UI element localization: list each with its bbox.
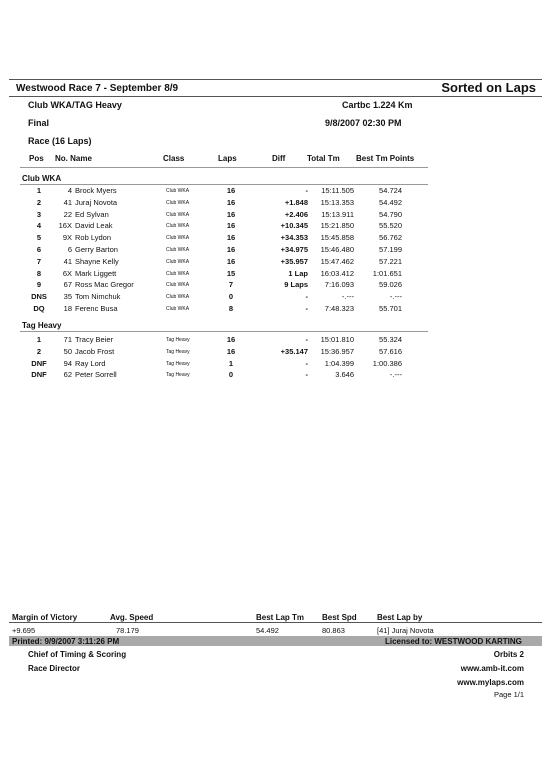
col-pos: Pos [29,154,44,163]
cell-best: 1:01.651 [372,268,402,278]
cell-no: 41 [63,256,72,266]
cell-pos: 8 [36,268,42,278]
table-row [0,221,550,232]
cell-no: 94 [63,358,72,368]
race-label: Race (16 Laps) [28,136,92,146]
cell-no: 4 [67,186,72,195]
orbits-label: Orbits 2 [493,650,524,659]
cell-laps: 16 [226,245,236,254]
cell-name: Shayne Kelly [75,256,119,266]
cell-no: 6X [62,268,72,278]
cell-class: Club WKA [166,223,190,230]
cell-best: 57.616 [379,346,402,356]
cell-total: 7:48.323 [324,304,354,313]
cell-total: 15:11.505 [321,186,354,195]
column-rule [20,167,428,168]
sort-label: Sorted on Laps [441,80,536,95]
cell-laps: 0 [228,370,234,380]
header-rule [9,96,542,97]
cell-class: Club WKA [166,199,190,206]
cell-best: 55.324 [379,335,402,344]
cell-name: Peter Sorrell [75,370,117,380]
cell-laps: 16 [226,197,236,207]
cell-no: 35 [63,292,72,302]
cell-name: Ray Lord [75,358,106,368]
cell-class: Tag Heavy [166,360,190,367]
group-label: Club WKA [22,174,62,183]
cell-no: 18 [63,304,72,313]
cell-pos: 9 [36,280,42,290]
cell-no: 50 [63,346,72,356]
table-row [0,245,550,256]
cell-class: Club WKA [166,258,190,265]
cell-total: 15:45.858 [320,233,354,243]
cell-name: Ross Mac Gregor [75,280,134,290]
cell-class: Club WKA [166,282,190,289]
cell-best: 56.762 [379,233,402,243]
cell-total: 15:46.480 [320,245,354,254]
col-total: Total Tm [307,154,340,163]
event-title: Westwood Race 7 - September 8/9 [16,83,179,94]
cell-diff: +10.345 [280,221,308,231]
cell-class: Tag Heavy [166,372,190,379]
cell-total: 15:13.911 [321,209,354,219]
cell-pos: 2 [36,346,42,356]
cell-diff: - [305,304,308,313]
amb-url: www.amb-it.com [460,664,524,673]
chief-of-timing: Chief of Timing & Scoring [28,650,127,659]
cell-diff: +35.957 [280,256,308,266]
class-title: Club WKA/TAG Heavy [28,100,122,110]
cell-laps: 8 [228,304,234,313]
cell-name: Mark Liggett [75,268,117,278]
cell-diff: - [305,292,308,302]
cell-pos: DNF [31,358,47,368]
col-no-name: No. Name [55,154,92,163]
cell-laps: 15 [226,268,236,278]
printed-timestamp: Printed: 9/9/2007 3:11:26 PM [12,637,120,646]
margin-value: +9.695 [12,626,36,635]
group-rule [20,184,428,185]
table-row [0,292,550,303]
cell-best: 57.221 [379,256,402,266]
cell-name: Ed Sylvan [75,209,109,219]
table-row [0,347,550,358]
cell-diff: +34.353 [280,233,308,243]
table-row [0,370,550,381]
footer-top-rule [9,622,542,623]
cell-laps: 16 [226,186,236,195]
cell-no: 41 [63,197,72,207]
best-spd-label: Best Spd [322,613,357,622]
cell-pos: DNF [31,370,47,380]
group-label: Tag Heavy [22,321,62,330]
avg-speed-value: 78.179 [116,626,139,635]
cell-diff: - [305,358,308,368]
session-datetime: 9/8/2007 02:30 PM [325,118,402,128]
cell-no: 67 [63,280,72,290]
cell-class: Club WKA [166,188,190,194]
cell-best: 55.520 [379,221,402,231]
cell-pos: DQ [33,304,45,313]
cell-total: 15:47.462 [320,256,354,266]
cell-laps: 16 [226,233,236,243]
licensed-to: Licensed to: WESTWOOD KARTING [385,637,522,646]
cell-diff: - [305,335,308,344]
cell-no: 6 [67,245,72,254]
cell-total: 15:36.957 [320,346,354,356]
cell-class: Club WKA [166,247,190,253]
cell-name: Rob Lydon [75,233,111,243]
cell-class: Tag Heavy [166,337,190,343]
cell-best: 54.724 [379,186,402,195]
best-spd-value: 80.863 [322,626,345,635]
cell-class: Club WKA [166,270,190,277]
cell-pos: 7 [36,256,42,266]
cell-name: David Leak [75,221,113,231]
cell-total: 15:13.353 [320,197,354,207]
cell-total: 1:04.399 [324,358,354,368]
mylaps-url: www.mylaps.com [457,678,524,687]
cell-total: 15:01.810 [320,335,354,344]
cell-pos: 1 [36,186,42,195]
cell-name: Juraj Novota [75,197,118,207]
avg-speed-label: Avg. Speed [110,613,154,622]
cell-no: 9X [62,233,72,243]
cell-diff: +35.147 [280,346,308,356]
cell-best: 54.790 [379,209,402,219]
cell-pos: 4 [36,221,42,231]
table-row [0,335,550,346]
col-diff: Diff [272,154,286,163]
cell-diff: - [305,186,308,195]
cell-laps: 16 [226,221,236,231]
cell-diff: 9 Laps [284,280,308,290]
cell-total: 16:03.412 [320,268,354,278]
cell-pos: 1 [36,335,42,344]
cell-laps: 1 [228,358,234,368]
cell-laps: 16 [226,335,236,344]
cell-name: Jacob Frost [75,346,115,356]
cell-name: Gerry Barton [75,245,118,254]
table-row [0,198,550,209]
best-lap-by-label: Best Lap by [377,613,423,622]
cell-total: 7:16.093 [324,280,354,290]
cell-best: 59.026 [379,280,402,290]
cell-no: 22 [63,209,72,219]
margin-label: Margin of Victory [12,613,78,622]
col-class: Class [163,154,185,163]
cell-diff: +34.975 [280,245,308,254]
cell-best: 55.701 [379,304,402,313]
best-lap-value: 54.492 [256,626,279,635]
cell-pos: 2 [36,197,42,207]
cell-diff: +1.848 [284,197,308,207]
race-director: Race Director [28,664,81,673]
cell-diff: 1 Lap [288,268,308,278]
cell-total: 3.646 [335,370,354,380]
cell-laps: 0 [228,292,234,302]
table-row [0,269,550,280]
cell-name: Ferenc Busa [75,304,118,313]
session-label: Final [28,118,50,128]
table-row [0,210,550,221]
track-name: Cartbc 1.224 Km [342,100,413,110]
cell-name: Brock Myers [75,186,117,195]
table-row [0,304,550,315]
cell-laps: 16 [226,256,236,266]
cell-class: Club WKA [166,235,190,242]
col-laps: Laps [218,154,237,163]
cell-name: Tom Nimchuk [75,292,121,302]
cell-class: Club WKA [166,306,190,312]
cell-pos: 5 [36,233,42,243]
cell-pos: DNS [31,292,47,302]
cell-pos: 3 [36,209,42,219]
cell-no: 71 [63,335,72,344]
cell-diff: - [305,370,308,380]
cell-best: 57.199 [379,245,402,254]
table-row [0,359,550,370]
best-lap-by-value: [41] Juraj Novota [377,626,434,635]
cell-no: 16X [58,221,72,231]
table-row [0,233,550,244]
cell-laps: 16 [226,209,236,219]
cell-best: 54.492 [379,197,402,207]
cell-pos: 6 [36,245,42,254]
cell-class: Tag Heavy [166,348,190,355]
table-row [0,186,550,197]
cell-laps: 16 [226,346,236,356]
best-lap-label: Best Lap Tm [256,613,305,622]
cell-total: -.--- [341,292,354,302]
cell-best: -.--- [389,292,402,302]
cell-class: Club WKA [166,294,190,301]
table-row [0,257,550,268]
cell-no: 62 [63,370,72,380]
cell-best: -.--- [389,370,402,380]
table-row [0,280,550,291]
col-best-points: Best Tm Points [356,154,415,163]
cell-diff: +2.406 [284,209,308,219]
group-rule [20,331,428,332]
cell-laps: 7 [228,280,234,290]
cell-class: Club WKA [166,211,190,218]
cell-total: 15:21.850 [320,221,354,231]
cell-best: 1:00.386 [372,358,402,368]
cell-name: Tracy Beier [75,335,114,344]
page-number: Page 1/1 [493,690,524,699]
